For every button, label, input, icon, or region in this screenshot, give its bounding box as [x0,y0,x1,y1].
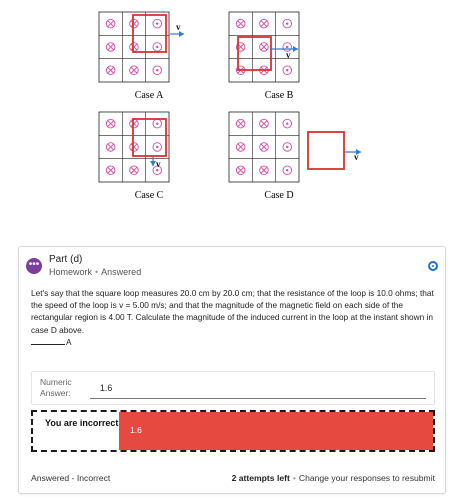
velocity-label: v [176,22,181,32]
square-loop [308,132,344,169]
physics-figure [0,0,474,210]
case-d-label: Case D [264,190,294,201]
dot-mark [286,146,288,148]
dot-mark [156,169,158,171]
numeric-answer-field[interactable] [31,371,435,405]
resubmit-hint: Change your responses to resubmit [298,473,435,483]
part-status: Answered [101,267,142,277]
chat-bubble-icon: ••• [26,258,42,274]
case-c-label: Case C [134,190,164,201]
numeric-answer-value[interactable]: 1.6 [100,383,113,393]
footer-attempts: 2 attempts left • Change your responses to resubmit [231,473,435,483]
field-grid [229,12,299,82]
incorrect-bar [119,412,433,450]
submitted-value: 1.6 [130,425,142,435]
dot-mark [156,69,158,71]
dot-mark [156,146,158,148]
velocity-label: v [354,152,359,162]
answer-unit: A [66,336,72,347]
dot-mark [286,122,288,124]
dot-mark [286,22,288,24]
footer-status: Answered - Incorrect [31,473,111,483]
result-box [31,410,435,452]
field-grid [229,112,361,182]
info-icon[interactable] [428,261,438,271]
question-text [31,287,435,348]
dot-mark [156,22,158,24]
field-grid [99,112,169,182]
part-subtitle: Homework • Answered [49,267,142,277]
part-d-card [18,246,446,494]
part-title: Part (d) [49,254,83,265]
dot-mark [156,122,158,124]
velocity-label: v [286,50,291,60]
dot-mark [156,46,158,48]
case-b-label: Case B [264,90,294,101]
attempts-left: 2 attempts left [231,473,290,483]
case-a-label: Case A [134,90,164,101]
part-category: Homework [49,267,93,277]
velocity-label: v [156,159,161,169]
question-body: Let's say that the square loop measures 20.0 cm by 20.0 cm; that the resistance of the loop is 10.0 ohms; that the speed of the loop is v = 5.00 m/s; and that the magnitude of the magnetic field on each side of the rectangular region is 4.00 T. Calculate the magnitude of the induced current in the loop at the instant shown in case D above. [31,288,434,335]
answer-blank [31,336,65,345]
dot-mark [286,69,288,71]
result-message: You are incorrect [45,418,119,428]
answer-underline [90,398,426,399]
dot-mark [286,46,288,48]
dot-mark [286,169,288,171]
field-grid [99,12,184,82]
numeric-answer-label: Numeric Answer: [40,377,72,398]
